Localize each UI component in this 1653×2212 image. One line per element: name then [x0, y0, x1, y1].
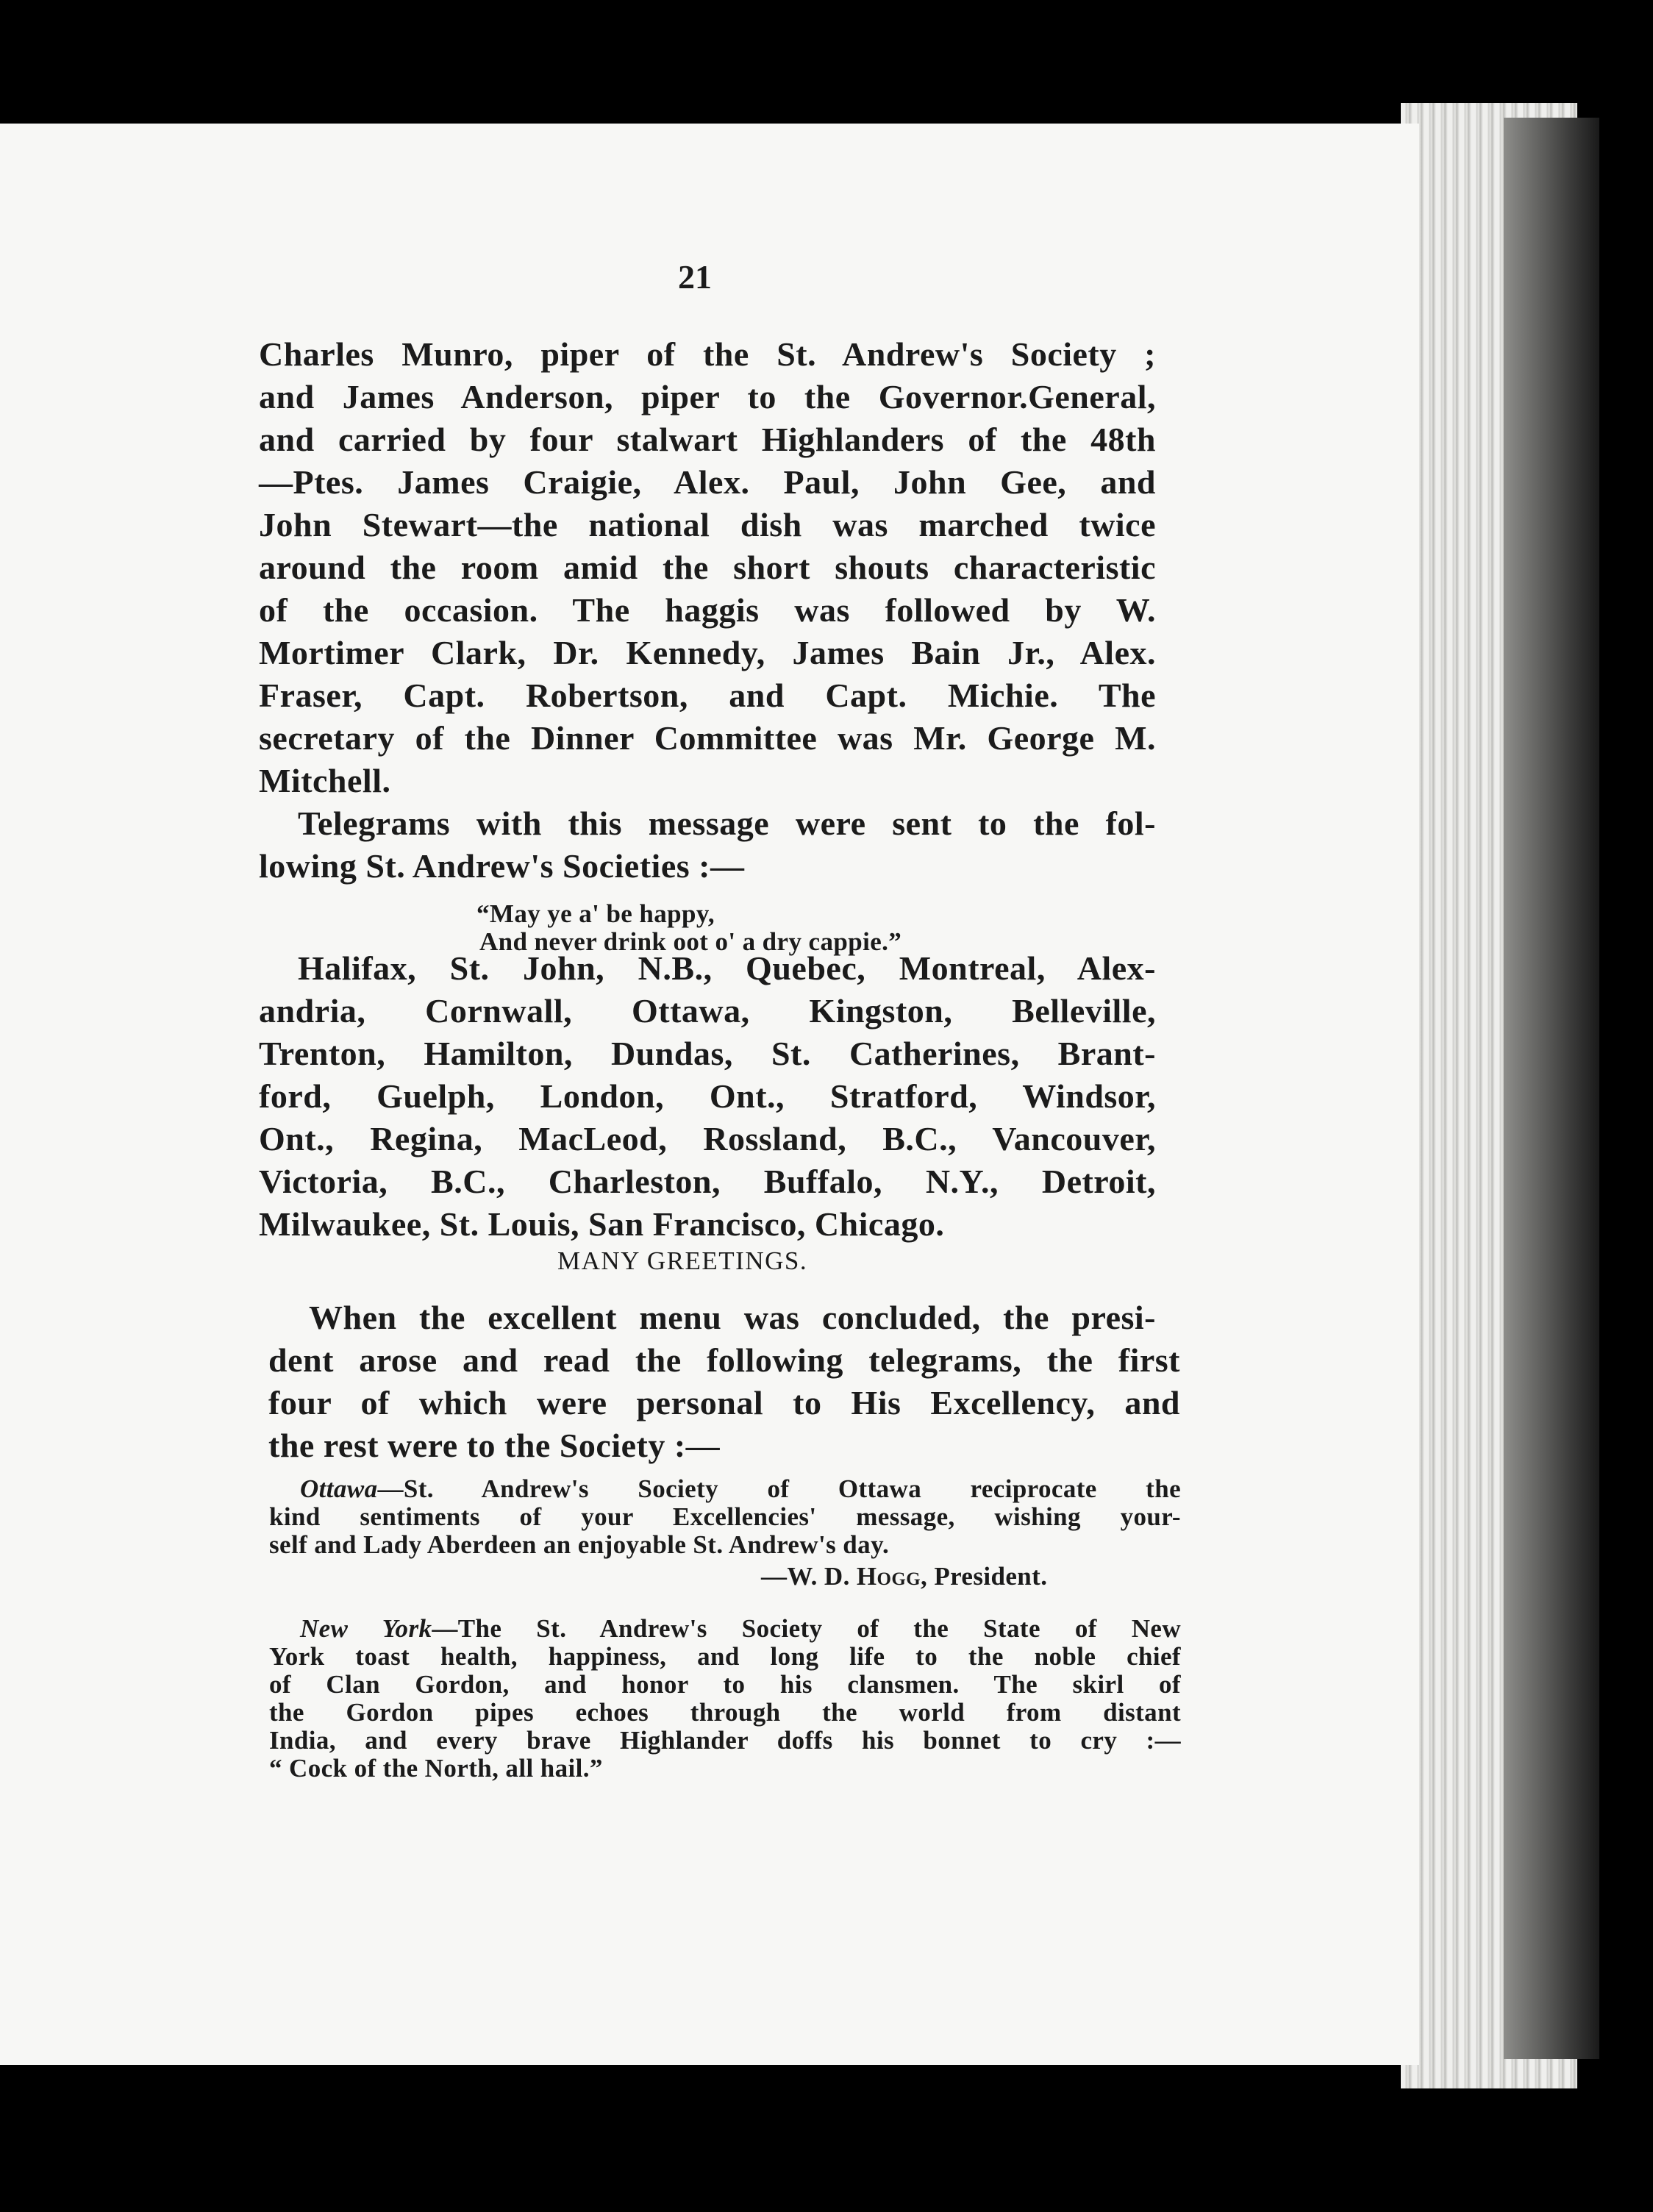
cities-line: Halifax, St. John, N.B., Quebec, Montreal, Alex-	[298, 949, 1156, 987]
paragraph-line: of the occasion. The haggis was followed by W.	[259, 591, 1156, 629]
paragraph-line: dent arose and read the following telegrams, the first	[268, 1341, 1180, 1379]
telegram-line: self and Lady Aberdeen an enjoyable St. Andrew's day.	[269, 1530, 890, 1559]
verse-line: And never drink oot o' a dry cappie.”	[479, 927, 902, 956]
book-edge-shadow	[1504, 118, 1599, 2059]
telegram-line	[300, 1474, 1181, 1504]
paragraph-line: Mortimer Clark, Dr. Kennedy, James Bain Jr., Alex.	[259, 634, 1156, 671]
telegram-text: —St. Andrew's Society of Ottawa reciprocate the	[377, 1474, 1181, 1503]
telegram-line: of Clan Gordon, and honor to his clansmen. The skirl of	[269, 1670, 1181, 1699]
paragraph-line: Charles Munro, piper of the St. Andrew's Society ;	[259, 335, 1156, 373]
paragraph-line: —Ptes. James Craigie, Alex. Paul, John Gee, and	[259, 463, 1156, 501]
telegram-line	[300, 1614, 1181, 1644]
paragraph-line: and carried by four stalwart Highlanders of the 48th	[259, 421, 1156, 458]
cities-line: Ont., Regina, MacLeod, Rossland, B.C., Vancouver,	[259, 1120, 1156, 1157]
paragraph-line: When the excellent menu was concluded, the presi-	[309, 1299, 1156, 1336]
telegram-line: India, and every brave Highlander doffs his bonnet to cry :—	[269, 1726, 1181, 1755]
telegram-place: New York	[300, 1614, 432, 1643]
cities-line: Milwaukee, St. Louis, San Francisco, Chicago.	[259, 1205, 945, 1243]
verse-line: “May ye a' be happy,	[476, 899, 715, 928]
telegram-line: the Gordon pipes echoes through the world from distant	[269, 1698, 1181, 1727]
cities-line: andria, Cornwall, Ottawa, Kingston, Belleville,	[259, 992, 1156, 1030]
paragraph-line: around the room amid the short shouts characteristic	[259, 549, 1156, 586]
telegram-line: kind sentiments of your Excellencies' message, wishing your-	[269, 1502, 1181, 1531]
cities-line: ford, Guelph, London, Ont., Stratford, Windsor,	[259, 1077, 1156, 1115]
paragraph-line: Mitchell.	[259, 762, 391, 799]
telegram-signature: —W. D. Hogg, President.	[761, 1562, 1048, 1591]
paragraph-line: lowing St. Andrew's Societies :—	[259, 847, 745, 885]
paragraph-line: four of which were personal to His Excellency, and	[268, 1384, 1180, 1421]
paragraph-line: the rest were to the Society :—	[268, 1427, 721, 1464]
paragraph-line: and James Anderson, piper to the Governor.General,	[259, 378, 1156, 415]
paragraph-line: secretary of the Dinner Committee was Mr. George M.	[259, 719, 1156, 757]
telegram-text: —The St. Andrew's Society of the State of New	[432, 1614, 1182, 1643]
signature-name: Hogg	[856, 1562, 921, 1591]
cities-line: Trenton, Hamilton, Dundas, St. Catherines, Brant-	[259, 1035, 1156, 1072]
telegram-line: York toast health, happiness, and long life to the noble chief	[269, 1642, 1181, 1671]
page-number: 21	[678, 258, 712, 296]
telegram-line: “ Cock of the North, all hail.”	[269, 1754, 603, 1783]
section-heading: MANY GREETINGS.	[557, 1246, 808, 1275]
paragraph-line: Fraser, Capt. Robertson, and Capt. Michie. The	[259, 677, 1156, 714]
telegram-place: Ottawa	[300, 1474, 378, 1503]
cities-line: Victoria, B.C., Charleston, Buffalo, N.Y., Detroit,	[259, 1163, 1156, 1200]
paragraph-line: Telegrams with this message were sent to the fol-	[298, 804, 1156, 842]
paragraph-line: John Stewart—the national dish was marched twice	[259, 506, 1156, 543]
